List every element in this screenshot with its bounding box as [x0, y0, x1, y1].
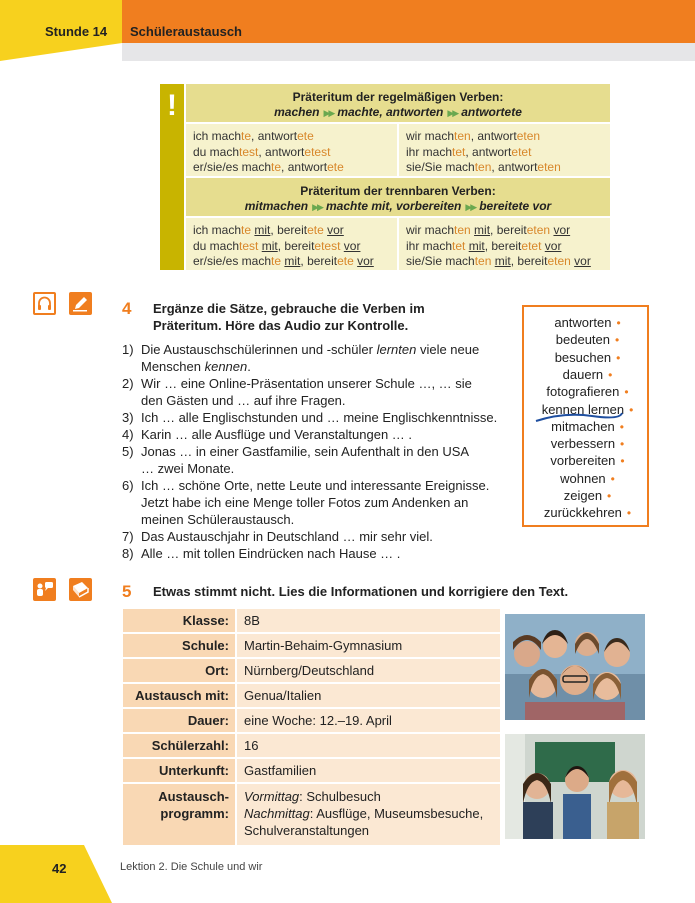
table-label: Ort: [123, 659, 235, 682]
table-value: 16 [237, 734, 500, 757]
item-text: viele neue [416, 342, 480, 357]
bullet-icon: • [620, 437, 625, 452]
grammar-form: bereitete vor [479, 199, 552, 213]
bullet-icon: • [608, 367, 613, 382]
item-text: Karin … alle Ausflüge und Veranstaltungen … . [141, 427, 413, 442]
word-bank-item [524, 505, 651, 520]
page-number: 42 [52, 861, 67, 876]
separable-prefix: vor [343, 238, 361, 253]
label-line: programm: [160, 806, 229, 821]
separable-prefix: vor [327, 223, 344, 237]
value-italic: Nachmittag [244, 806, 310, 821]
double-arrow-icon: ▶▶ [323, 108, 334, 118]
verb-stem: bereit [277, 223, 308, 237]
item-text: Ich … alle Englischstunden und … meine Englischkenntnisse. [141, 410, 498, 425]
word-text: fotografieren [546, 384, 620, 400]
conjugation-line [406, 160, 603, 176]
verb-stem: ich mach [193, 223, 242, 237]
double-arrow-icon: ▶▶ [447, 108, 458, 118]
item-text: den Gästen und … auf ihre Fragen. [141, 393, 346, 408]
label-line: Austausch- [158, 789, 229, 804]
item-text: meinen Schüleraustausch. [141, 512, 295, 527]
list-item [122, 545, 506, 562]
grammar-box1-singular [186, 124, 397, 176]
item-number: 6) [122, 478, 134, 493]
separable-prefix: mit [284, 254, 301, 268]
list-item [122, 341, 506, 375]
item-text: Jetzt habe ich eine Menge toller Fotos zum Andenken an [141, 495, 469, 510]
table-value: 8B [237, 609, 500, 632]
separable-prefix: mit [468, 238, 485, 253]
grammar-form: antwortete [461, 105, 522, 119]
verb-ending: tet [452, 238, 466, 253]
bullet-icon: • [619, 419, 624, 434]
verb-ending: eten [526, 223, 551, 237]
grammar-box1-title: Präteritum der regelmäßigen Verben: [292, 90, 504, 104]
word-bank-item [524, 471, 651, 486]
value-text: : Ausflüge, Museumsbesuche, [309, 806, 484, 821]
double-arrow-icon: ▶▶ [312, 202, 322, 212]
verb-ending: etet [511, 144, 532, 159]
bullet-icon: • [629, 402, 634, 417]
bullet-icon: • [610, 471, 615, 486]
verb-stem: sie/Sie mach [406, 254, 475, 268]
verb-ending: test [239, 144, 259, 159]
verb-stem: , antwort [491, 160, 538, 174]
word-text: verbessern [550, 436, 616, 452]
grammar-box2-plural [399, 218, 610, 270]
grammar-box2-title: Präteritum der trennbaren Verben: [300, 184, 496, 198]
verb-ending: ete [307, 223, 324, 237]
verb-ending: tet [452, 144, 466, 159]
verb-ending: te [271, 160, 282, 174]
item-text: … zwei Monate. [141, 461, 235, 476]
bullet-icon: • [616, 316, 621, 330]
word-bank-item [524, 488, 651, 503]
item-text: Das Austauschjahr in Deutschland … mir sehr viel. [141, 529, 433, 544]
example-answer: kennen [204, 359, 248, 374]
word-text: vorbereiten [550, 453, 616, 469]
word-bank-item [524, 384, 651, 399]
exercise-4-title [153, 300, 425, 334]
item-number: 1) [122, 342, 134, 357]
verb-stem: bereit [284, 238, 315, 253]
conjugation-line: ich machte mit, bereitete vor [193, 223, 344, 237]
exercise-4-title-line: Präteritum. Höre das Audio zur Kontrolle. [153, 318, 409, 333]
exercise-4-list [122, 341, 506, 562]
bullet-icon: • [616, 350, 621, 365]
separable-prefix: mit [261, 238, 278, 253]
separable-prefix: vor [357, 254, 374, 268]
footer-lesson: Lektion 2. Die Schule und wir [120, 861, 263, 873]
item-number: 4) [122, 427, 134, 442]
word-bank-item [524, 332, 651, 347]
conjugation-line: wir machten mit, bereiteten vor [406, 223, 571, 237]
verb-ending: eten [537, 160, 561, 174]
verb-stem: du mach [193, 144, 240, 159]
word-text: dauern [562, 366, 604, 382]
example-answer: lernten [376, 342, 417, 357]
value-italic: Vormittag [244, 789, 300, 804]
table-label: Unterkunft: [123, 759, 235, 782]
item-number: 8) [122, 546, 134, 561]
verb-stem: bereit [496, 223, 527, 237]
list-item [122, 426, 506, 443]
verb-ending: te [241, 223, 252, 237]
verb-stem: bereit [307, 254, 338, 268]
separable-prefix: vor [544, 238, 562, 253]
table-label: Dauer: [123, 709, 235, 732]
page-title: Schüleraustausch [130, 24, 242, 39]
word-text: zurückkehren [543, 505, 622, 521]
verb-stem: , antwort [470, 129, 517, 143]
verb-stem: , antwort [465, 144, 512, 159]
double-arrow-icon: ▶▶ [465, 202, 476, 212]
word-bank-item [524, 419, 651, 434]
verb-stem: er/sie/es mach [193, 254, 272, 268]
item-number: 3) [122, 410, 134, 425]
table-label: Klasse: [123, 609, 235, 632]
item-text: Alle … mit tollen Eindrücken nach Hause … . [141, 546, 401, 561]
grammar-form: mitmachen [244, 199, 309, 213]
word-bank [522, 305, 649, 527]
exercise-4-title-line: Ergänze die Sätze, gebrauche die Verben im [153, 301, 425, 316]
table-label: Schule: [123, 634, 235, 657]
discussion-icon [33, 578, 56, 601]
table-label [123, 784, 235, 845]
grammar-form: machen [274, 105, 320, 119]
classroom-photo [505, 734, 645, 839]
headphones-icon [33, 292, 56, 315]
header-stripe [122, 43, 695, 61]
verb-ending: etest [304, 144, 331, 159]
conjugation-line [193, 145, 390, 161]
verb-stem: , antwort [258, 144, 305, 159]
verb-stem: wir mach [406, 223, 455, 237]
verb-ending: ten [454, 129, 471, 143]
book-icon [69, 578, 92, 601]
lesson-number: Stunde 14 [45, 24, 108, 39]
verb-stem: bereit [517, 254, 548, 268]
separable-prefix: mit [254, 223, 271, 237]
verb-ending: te [241, 129, 252, 143]
bullet-icon: • [624, 385, 629, 400]
list-item [122, 477, 506, 528]
exercise-5-title: Etwas stimmt nicht. Lies die Informationen und korrigiere den Text. [153, 584, 569, 599]
verb-ending: test [239, 238, 259, 253]
conjugation-line: du machtest mit, bereitetest vor [193, 238, 361, 253]
grammar-form: machte, antworten [337, 105, 444, 119]
word-text: besuchen [554, 349, 612, 365]
item-text: Wir … eine Online-Präsentation unserer Schule …, … sie [141, 376, 472, 391]
separable-prefix: vor [553, 223, 571, 237]
item-number: 5) [122, 444, 134, 459]
grammar-box1-header [186, 84, 610, 122]
word-bank-item [524, 315, 651, 330]
students-group-photo [505, 614, 645, 720]
item-text: Menschen [141, 359, 205, 374]
separable-prefix: vor [574, 254, 591, 268]
table-label: Schülerzahl: [123, 734, 235, 757]
grammar-box1-plural [399, 124, 610, 176]
table-value: eine Woche: 12.–19. April [237, 709, 500, 732]
word-bank-item [524, 453, 651, 468]
list-item [122, 443, 506, 477]
verb-stem: , antwort [251, 129, 298, 143]
verb-ending: etest [314, 238, 341, 253]
bullet-icon: • [620, 454, 625, 469]
item-number: 7) [122, 529, 134, 544]
exclamation-icon: ! [167, 89, 177, 122]
verb-stem: bereit [491, 238, 522, 253]
conjugation-line: ihr machtet mit, bereitetet vor [406, 238, 562, 253]
word-bank-item [524, 436, 651, 451]
word-text: antworten [554, 315, 612, 330]
pencil-icon [69, 292, 92, 315]
item-text: . [247, 359, 251, 374]
bullet-icon: • [626, 506, 632, 521]
value-text: : Schulbesuch [299, 789, 381, 804]
word-bank-item [524, 367, 651, 382]
table-value: Martin-Behaim-Gymnasium [237, 634, 500, 657]
table-value [237, 784, 500, 845]
verb-ending: ete [327, 160, 344, 174]
verb-ending: ete [337, 254, 354, 268]
item-text: Die Austauschschülerinnen und -schüler [141, 342, 377, 357]
word-text: mitmachen [551, 418, 615, 434]
bullet-icon: • [607, 489, 612, 503]
item-number: 2) [122, 376, 134, 391]
word-text: wohnen [560, 470, 606, 486]
conjugation-line [406, 129, 603, 145]
word-bank-item [524, 350, 651, 365]
verb-stem: ich mach [193, 129, 242, 143]
value-text: Schulveranstaltungen [244, 823, 370, 838]
verb-stem: ihr mach [406, 144, 453, 159]
bullet-icon: • [615, 333, 620, 348]
word-text: zeigen [563, 488, 603, 503]
verb-ending: eten [516, 129, 541, 143]
list-item [122, 528, 506, 545]
list-item [122, 409, 506, 426]
separable-prefix: mit [474, 223, 491, 237]
verb-ending: eten [547, 254, 571, 268]
verb-stem: du mach [193, 238, 240, 253]
verb-stem: , antwort [281, 160, 328, 174]
verb-ending: ten [474, 160, 492, 174]
verb-ending: te [271, 254, 282, 268]
exercise-number: 4 [122, 299, 132, 318]
grammar-box2-singular [186, 218, 397, 270]
conjugation-line [406, 145, 603, 161]
conjugation-line [193, 160, 390, 176]
header-corner [0, 43, 122, 61]
conjugation-line [193, 129, 390, 145]
word-text: kennen lernen [541, 401, 625, 417]
item-text: Jonas … in einer Gastfamilie, sein Aufenthalt in den USA [141, 444, 470, 459]
verb-stem: sie/Sie mach [406, 160, 475, 174]
verb-ending: ete [297, 129, 314, 143]
conjugation-line: er/sie/es machte mit, bereitete vor [193, 254, 374, 268]
verb-ending: ten [474, 254, 492, 268]
verb-stem: ihr mach [406, 238, 453, 253]
grammar-box2-header [186, 178, 610, 216]
verb-ending: ten [454, 223, 471, 237]
table-value: Nürnberg/Deutschland [237, 659, 500, 682]
table-value: Genua/Italien [237, 684, 500, 707]
verb-stem: wir mach [406, 129, 455, 143]
table-label: Austausch mit: [123, 684, 235, 707]
verb-ending: etet [521, 238, 542, 253]
verb-stem: er/sie/es mach [193, 160, 272, 174]
word-bank-item [524, 402, 651, 417]
exercise-number: 5 [122, 582, 132, 601]
conjugation-line: sie/Sie machten mit, bereiteten vor [406, 254, 591, 268]
list-item [122, 375, 506, 409]
word-text: bedeuten [555, 332, 611, 348]
grammar-form: machte mit, vorbereiten [325, 199, 462, 213]
table-value: Gastfamilien [237, 759, 500, 782]
item-text: Ich … schöne Orte, nette Leute und interessante Ereignisse. [141, 478, 490, 493]
separable-prefix: mit [494, 254, 511, 268]
